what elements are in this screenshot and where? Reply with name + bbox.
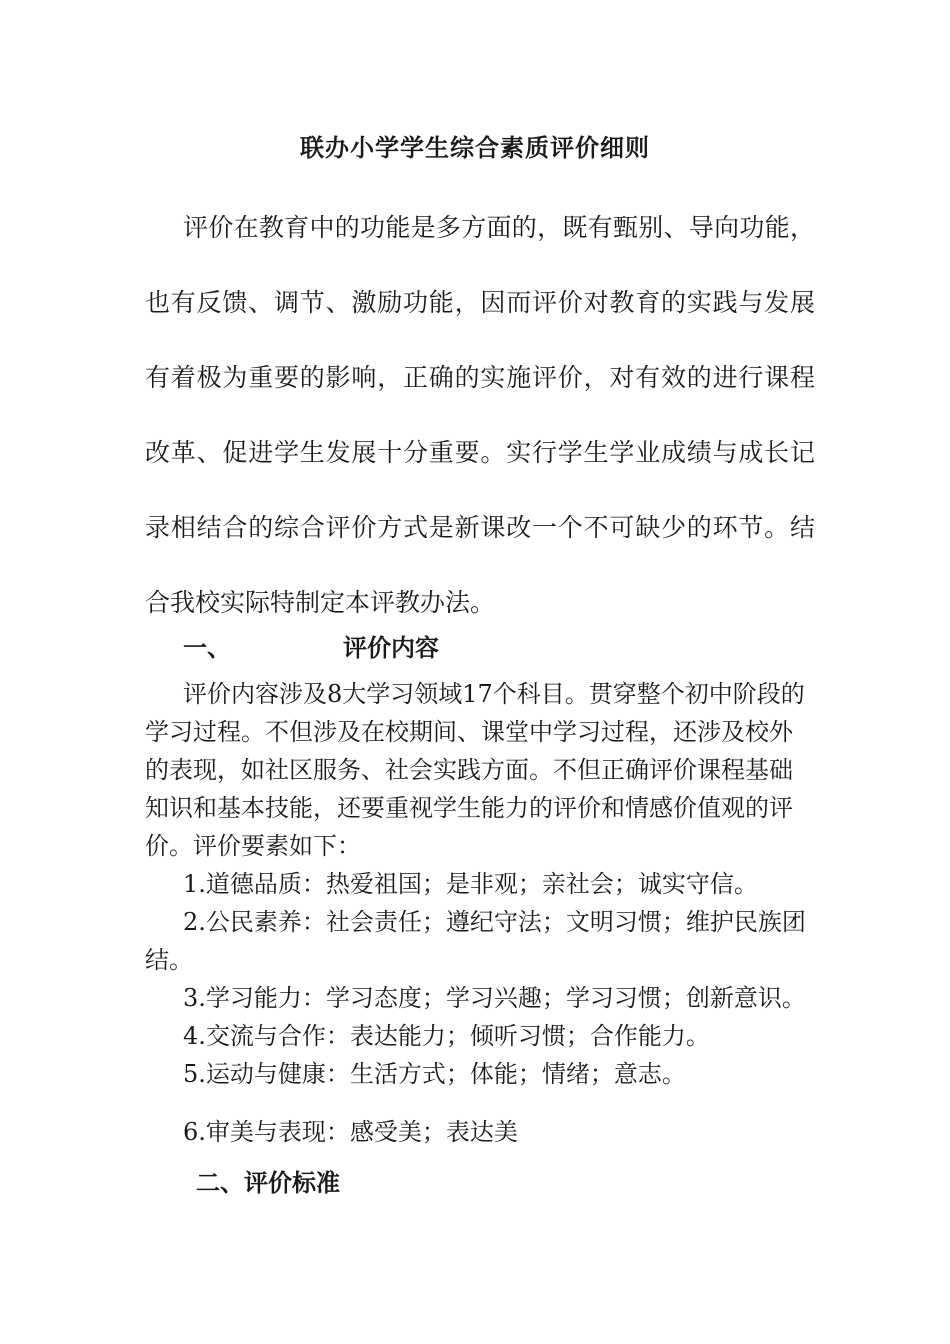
intro-text: 评价在教育中的功能是多方面的，既有甄别、导向功能，也有反馈、调节、激励功能，因而评价对教育的实践与发展有着极为重要的影响，正确的实施评价，对有效的进行课程改革、促进学生发展十分重要。实行学生学业成绩与成长记录相结合的综合评价方式是新课改一个不可缺少的环节。结合我校实际特制定本评教办法。 xyxy=(145,213,815,617)
list-item-2: 2.公民素养：社会责任；遵纪守法；文明习惯；维护民族团结。 xyxy=(145,908,806,974)
document-title: 联办小学学生综合素质评价细则 xyxy=(300,134,650,162)
list-item-1: 1.道德品质：热爱祖国；是非观；亲社会；诚实守信。 xyxy=(183,870,758,898)
section-1-number: 一、 xyxy=(183,634,231,662)
section-1-title: 评价内容 xyxy=(343,634,439,662)
list-item-5: 5.运动与健康：生活方式；体能；情绪；意志。 xyxy=(183,1060,686,1088)
list-item-6: 6.审美与表现：感受美；表达美 xyxy=(183,1118,518,1146)
section-1-heading xyxy=(183,628,439,668)
list-item-4: 4.交流与合作：表达能力；倾听习惯；合作能力。 xyxy=(183,1022,710,1050)
section-1-paragraph: 评价内容涉及8大学习领域17个科目。贯穿整个初中阶段的学习过程。不但涉及在校期间、课堂中学习过程，还涉及校外的表现，如社区服务、社会实践方面。不但正确评价课程基础知识和基本技能，还要重视学生能力的评价和情感价值观的评价。评价要素如下： xyxy=(145,680,805,860)
intro-paragraph xyxy=(145,190,815,640)
section-1-body xyxy=(145,675,815,1093)
section-2-heading: 二、评价标准 xyxy=(196,1169,340,1197)
list-item-3: 3.学习能力：学习态度；学习兴趣；学习习惯；创新意识。 xyxy=(183,984,806,1012)
